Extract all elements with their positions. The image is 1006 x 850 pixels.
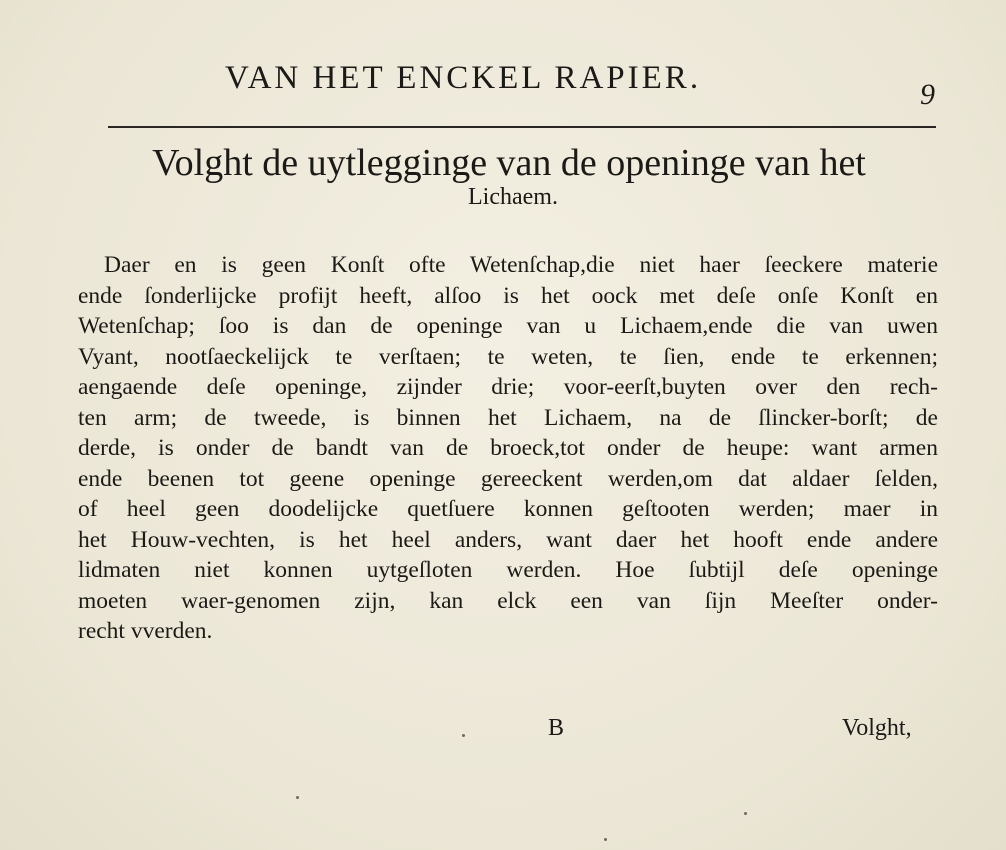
page-number: 9 (920, 78, 935, 111)
paper-speck (296, 796, 299, 799)
text-line: derde, is onder de bandt van de broeck,tot onder de heupe: want armen (78, 435, 938, 461)
paper-speck (604, 838, 607, 841)
section-heading-line-2: Lichaem. (468, 184, 558, 210)
text-line: recht vverden. (78, 618, 213, 644)
text-line: Vyant, nootſaeckelijck te verſtaen; te weten, te ſien, ende te erkennen; (78, 343, 938, 370)
signature-mark: B (548, 715, 565, 741)
text-line: ende beenen tot geene openinge gereeckent werden,om dat aldaer ſelden, (78, 465, 938, 492)
text-line: lidmaten niet konnen uytgeſloten werden. Hoe ſubtijl deſe openinge (78, 557, 938, 583)
text-line: moeten waer-genomen zijn, kan elck een van ſijn Meeſter onder- (78, 587, 938, 614)
text-line: ende ſonderlijcke profijt heeft, alſoo is het oock met deſe onſe Konſt en (78, 282, 938, 309)
header-rule (108, 126, 936, 128)
section-heading-line-1: Volght de uytlegginge van de openinge van het (152, 142, 866, 184)
text-line: of heel geen doodelijcke quetſuere konnen geſtooten werden; maer in (78, 496, 938, 522)
section-heading (0, 142, 1006, 210)
text-line: het Houw-vechten, is het heel anders, want daer het hooft ende andere (78, 526, 938, 553)
catchword: Volght, (842, 715, 912, 741)
text-line: Daer en is geen Konſt ofte Wetenſchap,die niet haer ſeeckere materie (104, 252, 938, 278)
text-line: ten arm; de tweede, is binnen het Lichaem, na de ſlincker-borſt; de (78, 404, 938, 431)
body-paragraph (78, 250, 938, 647)
running-head: VAN HET ENCKEL RAPIER. (225, 60, 702, 96)
paper-speck (462, 734, 465, 737)
paper-speck (744, 812, 747, 815)
text-line: Wetenſchap; ſoo is dan de openinge van u Lichaem,ende die van uwen (78, 313, 938, 339)
text-line: aengaende deſe openinge, zijnder drie; voor-eerſt,buyten over den rech- (78, 374, 938, 400)
